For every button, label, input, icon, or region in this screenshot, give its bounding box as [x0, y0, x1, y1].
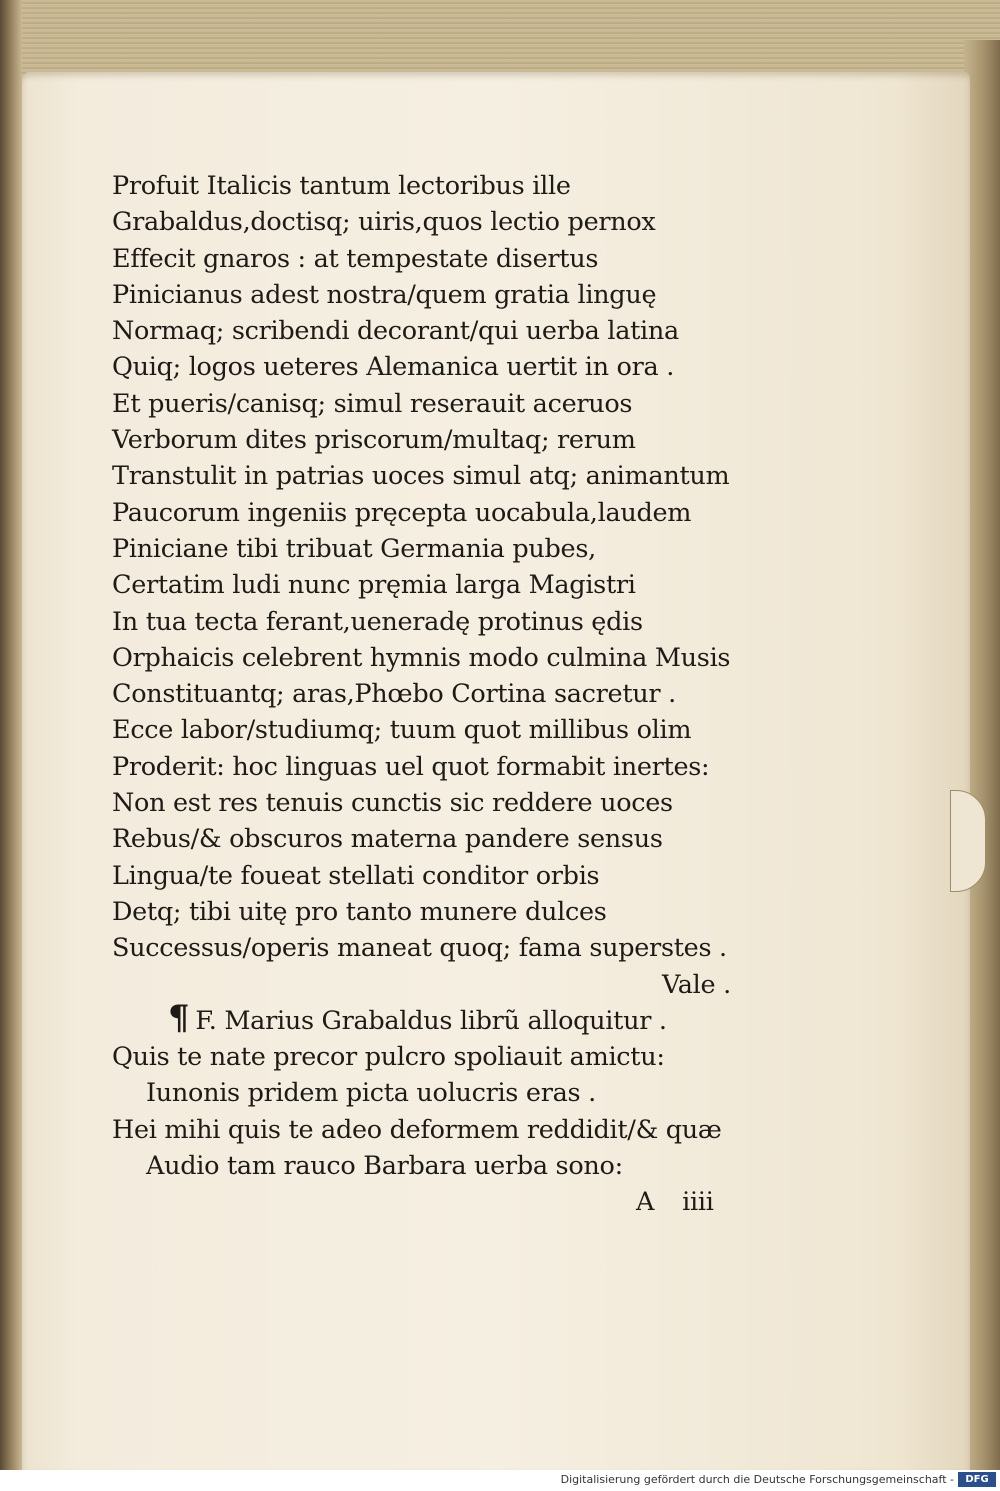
footer-credit: Digitalisierung gefördert durch die Deutsche Forschungsgemeinschaft -	[560, 1473, 954, 1486]
book-spine-edge	[0, 0, 22, 1470]
epigram-heading	[112, 997, 812, 1039]
poem-line: Piniciane tibi tribuat Germania pubes,	[112, 533, 596, 564]
poem-line: Verborum dites priscorum/multaq; rerum	[112, 425, 636, 456]
poem-line: Pinicianus adest nostra/quem gratia linguę	[112, 279, 657, 310]
poem-line: Ecce labor/studiumq; tuum quot millibus olim	[112, 715, 692, 746]
signature-letter: A	[636, 1187, 655, 1218]
poem-line: Successus/operis maneat quoq; fama superstes .	[112, 933, 727, 964]
footer-bar	[0, 1470, 1000, 1491]
poem-line: Detq; tibi uitę pro tanto munere dulces	[112, 896, 607, 927]
poem-line: Paucorum ingeniis pręcepta uocabula,laudem	[112, 497, 692, 528]
poem-line: Profuit Italicis tantum lectoribus ille	[112, 171, 571, 201]
epigram-line: Iunonis pridem picta uolucris eras .	[146, 1078, 596, 1109]
poem-line: Effecit gnaros : at tempestate disertus	[112, 243, 599, 274]
pilcrow-mark: ¶	[168, 997, 190, 1038]
poem-line: Grabaldus,doctisq; uiris,quos lectio pernox	[112, 207, 656, 238]
epigram-line: Quis te nate precor pulcro spoliauit amictu:	[112, 1042, 665, 1073]
poem-line: Quiq; logos ueteres Alemanica uertit in ora .	[112, 352, 675, 383]
poem-line: Non est res tenuis cunctis sic reddere uoces	[112, 788, 673, 819]
poem-line: Rebus/& obscuros materna pandere sensus	[112, 824, 663, 855]
epigram-line: Audio tam rauco Barbara uerba sono:	[146, 1151, 623, 1182]
dfg-logo: DFG	[958, 1472, 996, 1487]
heading-text: F. Marius Grabaldus librũ alloquitur .	[195, 1005, 667, 1036]
signature-number: iiii	[682, 1187, 714, 1218]
poem-line: Certatim ludi nunc pręmia larga Magistri	[112, 570, 636, 601]
poem-line: Constituantq; aras,Phœbo Cortina sacretur .	[112, 679, 676, 710]
poem-line: Transtulit in patrias uoces simul atq; animantum	[112, 461, 730, 492]
epigram-line: Hei mihi quis te adeo deformem reddidit/& quæ	[112, 1114, 722, 1145]
poem-line: Orphaicis celebrent hymnis modo culmina Musis	[112, 642, 731, 673]
poem-line: In tua tecta ferant,ueneradę protinus ędis	[112, 606, 643, 637]
poem-line: Et pueris/canisq; simul reserauit aceruos	[112, 388, 633, 419]
poem-line: Proderit: hoc linguas uel quot formabit inertes:	[112, 751, 710, 782]
page-tab	[950, 790, 986, 892]
printed-text	[112, 168, 812, 1221]
poem-line: Lingua/te foueat stellati conditor orbis	[112, 860, 600, 891]
poem-line: Normaq; scribendi decorant/qui uerba latina	[112, 316, 679, 347]
vale-closing: Vale .	[662, 969, 731, 1000]
signature-mark	[112, 1184, 812, 1220]
